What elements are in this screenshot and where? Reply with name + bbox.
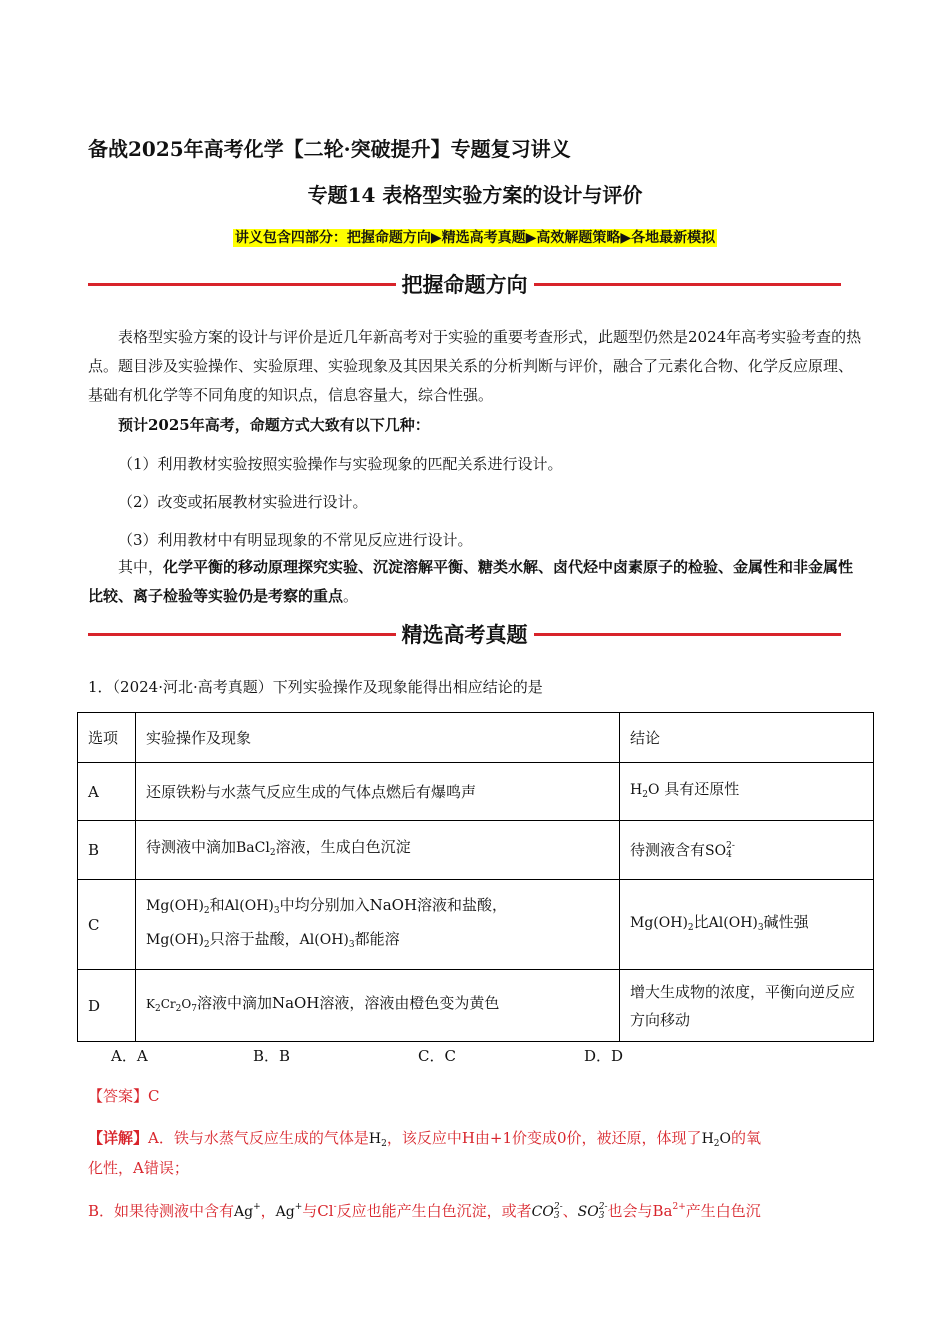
section-banner-direction (88, 270, 841, 300)
question-text: 下列实验操作及现象能得出相应结论的是 (272, 678, 543, 696)
option-cell: B (78, 821, 136, 880)
explanation-text: ， (260, 1202, 276, 1220)
focus-suffix: 。 (343, 587, 359, 605)
answer-line (88, 1085, 160, 1106)
operation-text: 都能溶 (354, 929, 400, 948)
operation-cell: 还原铁粉与水蒸气反应生成的气体点燃后有爆鸣声 (136, 763, 620, 821)
option-cell: A (78, 763, 136, 821)
operation-text: 只溶于盐酸， (209, 929, 300, 948)
header-option: 选项 (78, 713, 136, 763)
table-row (78, 970, 874, 1042)
explanation-label: 【详解】 (88, 1129, 149, 1147)
operation-text: 溶液，生成白色沉淀 (275, 838, 411, 856)
focus-key-points: 化学平衡的移动原理探究实验、沉淀溶解平衡、糖类水解、卤代烃中卤素原子的检验、金属性和非金属性比较、离子检验等实验仍是考察的重点 (88, 558, 854, 605)
table-row (78, 821, 874, 880)
question-number: 1． (88, 678, 113, 696)
conclusion-text: 待测液含有 (630, 840, 706, 859)
document-title: 备战2025年高考化学【二轮·突破提升】专题复习讲义 (88, 137, 571, 161)
focus-paragraph (88, 553, 866, 611)
outline-highlight-row (0, 227, 950, 247)
conclusion-cell: 增大生成物的浓度，平衡向逆反应方向移动 (620, 970, 874, 1042)
operation-cell: 待测液中滴加BaCl$_2$溶液，生成白色沉淀 (136, 821, 620, 880)
explanation-text: 、 (562, 1202, 578, 1220)
intro-paragraph: 表格型实验方案的设计与评价是近几年新高考对于实验的重要考查形式，此题型仍然是2024年高考实验考查的热点。题目涉及实验操作、实验原理、实验现象及其因果关系的分析判断与评价，融合了元素化合物、化学反应原理、基础有机化学等不同角度的知识点，信息容量大，综合性强。 (88, 328, 862, 404)
answer-value: C (148, 1087, 160, 1105)
section-heading: 精选高考真题 (396, 620, 534, 650)
question-source: （2024·河北·高考真题） (112, 678, 273, 696)
explanation-text: 与Cl (302, 1202, 334, 1220)
topic-title: 专题14 表格型实验方案的设计与评价 (307, 183, 643, 207)
explanation-text: 也会与Ba (607, 1202, 673, 1220)
choice-b[interactable]: B．B (253, 1047, 291, 1065)
operation-text: 溶液中滴加NaOH溶液，溶液由橙色变为黄色 (196, 993, 500, 1012)
operation-cell: $K_2Cr_2O_7$溶液中滴加NaOH溶液，溶液由橙色变为黄色 (136, 970, 620, 1042)
conclusion-text: 具有还原性 (664, 779, 740, 798)
explanation-line: 【详解】A．铁与水蒸气反应生成的气体是$H_2$，该反应中H由+1价变成0价，被还原，体现了$H_2O$的氧 (88, 1129, 762, 1149)
explanation-text: A．铁与水蒸气反应生成的气体是 (148, 1129, 369, 1147)
explanation-line: B．如果待测液中含有Ag+，Ag+与Cl-反应也能产生白色沉淀，或者CO2- 3 、SO2- 3 也会与$Ba^{2+}$产生白色沉 (88, 1202, 761, 1221)
experiment-table (77, 712, 874, 1042)
focus-prefix: 其中， (118, 558, 164, 576)
operation-text: 和 (209, 895, 225, 914)
explanation-text: 产生白色沉 (685, 1202, 761, 1220)
list-item: （3）利用教材中有明显现象的不常见反应进行设计。 (118, 531, 473, 549)
choice-c[interactable]: C．C (418, 1047, 456, 1065)
table-row (78, 880, 874, 970)
explanation-line: 化性，A错误； (88, 1159, 189, 1177)
explanation-text: 反应也能产生白色沉淀，或者 (336, 1202, 532, 1220)
answer-label: 【答案】 (88, 1087, 149, 1105)
table-header-row (78, 713, 874, 763)
forecast-line: 预计2025年高考，命题方式大致有以下几种： (118, 416, 430, 434)
choice-a[interactable]: A．A (111, 1047, 148, 1065)
option-cell: D (78, 970, 136, 1042)
conclusion-text: 碱性强 (763, 912, 809, 931)
question-stem (88, 676, 543, 697)
section-heading: 把握命题方向 (396, 270, 534, 300)
section-banner-exam (88, 620, 841, 650)
conclusion-text: 比 (693, 912, 709, 931)
conclusion-cell: $H_2O$ 具有还原性 (620, 763, 874, 821)
conclusion-cell: 待测液含有SO2- 4 (620, 821, 874, 880)
option-cell: C (78, 880, 136, 970)
list-item: （1）利用教材实验按照实验操作与实验现象的匹配关系进行设计。 (118, 455, 563, 473)
operation-text: 中均分别加入NaOH溶液和盐酸， (279, 895, 508, 914)
outline-highlight: 讲义包含四部分：把握命题方向▶精选高考真题▶高效解题策略▶各地最新模拟 (234, 230, 716, 246)
explanation-text: B．如果待测液中含有 (88, 1202, 235, 1220)
header-operation: 实验操作及现象 (136, 713, 620, 763)
choice-d[interactable]: D．D (584, 1047, 624, 1065)
explanation-text: ，该反应中H由+1价变成0价，被还原，体现了 (386, 1129, 702, 1147)
header-conclusion: 结论 (620, 713, 874, 763)
operation-cell: $Mg(OH)_2$和$Al(OH)_3$中均分别加入NaOH溶液和盐酸， $Mg(OH)_2$只溶于盐酸，$Al(OH)_3$都能溶 (136, 880, 620, 970)
table-row (78, 763, 874, 821)
conclusion-cell: $Mg(OH)_2$比$Al(OH)_3$碱性强 (620, 880, 874, 970)
list-item: （2）改变或拓展教材实验进行设计。 (118, 493, 368, 511)
explanation-text: 的氧 (731, 1129, 762, 1147)
operation-text: 待测液中滴加 (146, 838, 237, 856)
